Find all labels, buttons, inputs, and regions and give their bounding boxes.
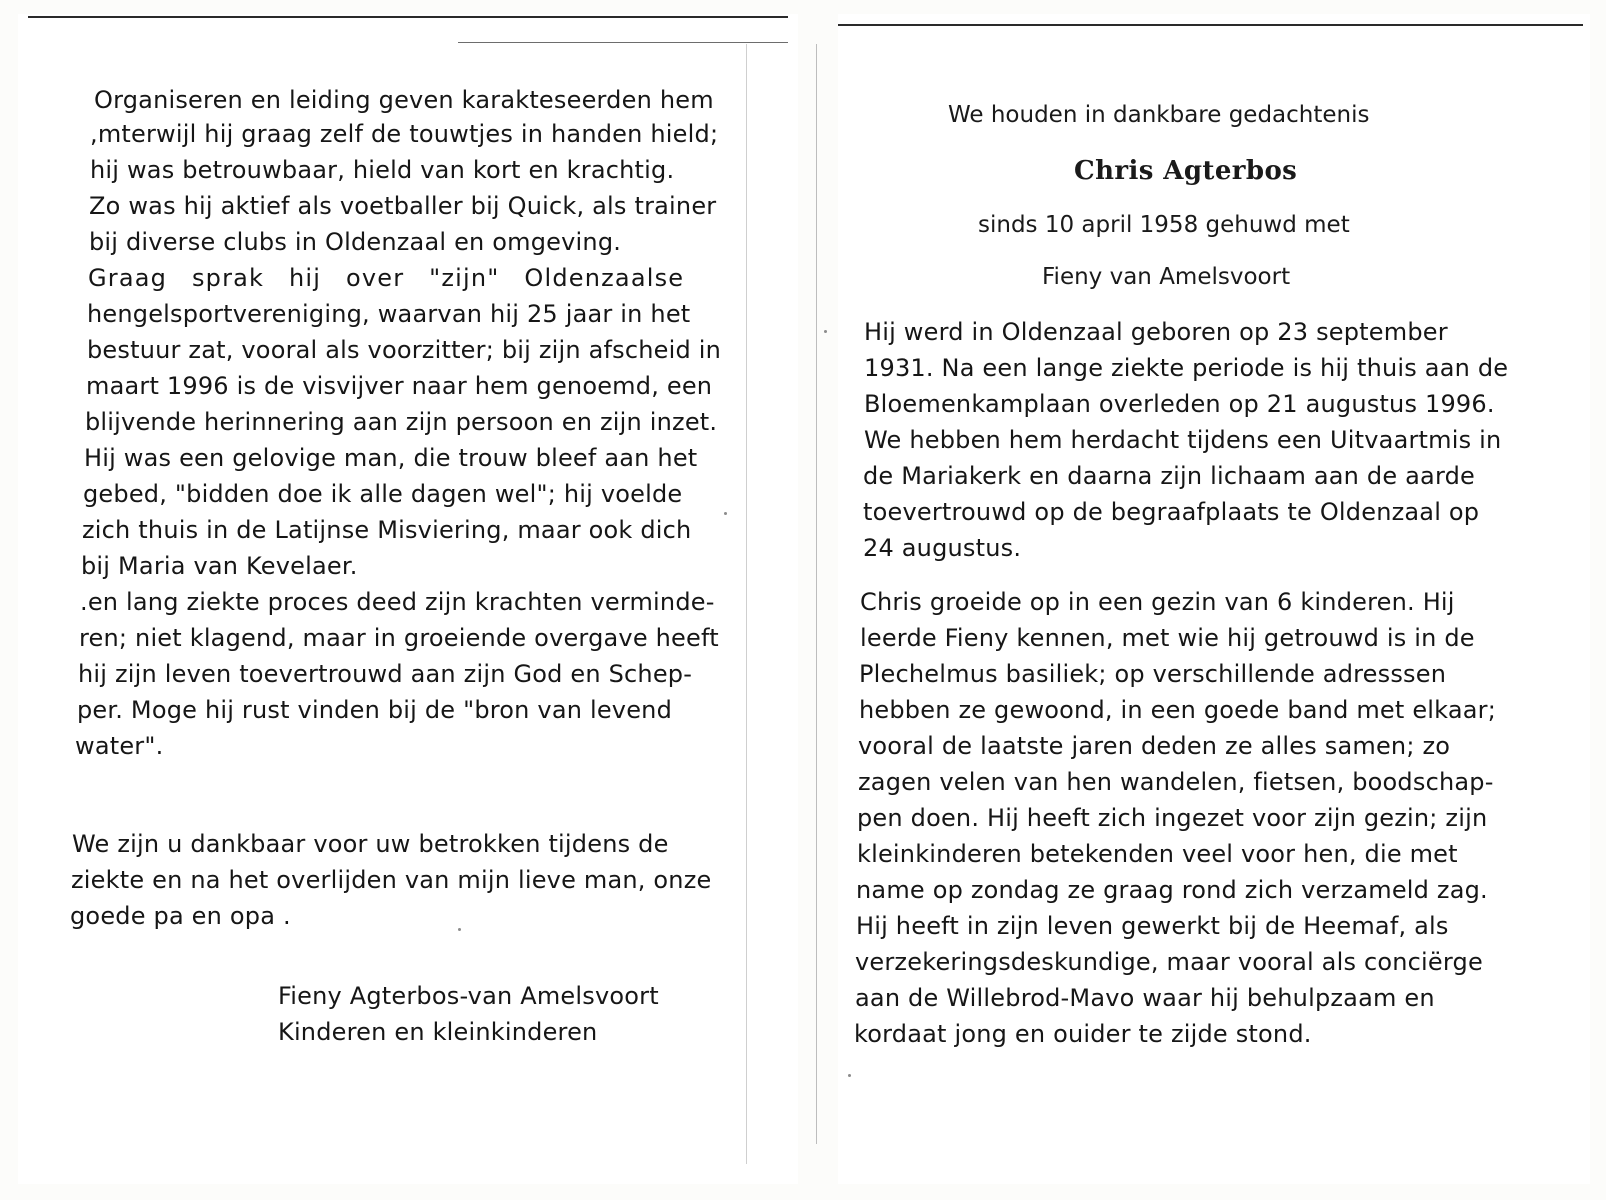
left-paragraph-line: ,mterwijl hij graag zelf de touwtjes in handen hield; xyxy=(90,120,719,148)
right-life-line: name op zondag ze graag rond zich verzameld zag. xyxy=(856,876,1488,904)
right-life-line: pen doen. Hij heeft zich ingezet voor zijn gezin; zijn xyxy=(857,804,1488,832)
left-thanks-line: We zijn u dankbaar voor uw betrokken tijdens de xyxy=(72,830,669,858)
right-bio-line: 24 augustus. xyxy=(863,534,1022,562)
right-card-side-edge xyxy=(816,44,817,1144)
left-paragraph-line: Hij was een gelovige man, die trouw bleef aan het xyxy=(84,444,698,472)
left-card-page xyxy=(18,14,798,1184)
left-paragraph-line: ren; niet klagend, maar in groeiende overgave heeft xyxy=(79,624,719,652)
left-paragraph-line: bestuur zat, vooral als voorzitter; bij zijn afscheid in xyxy=(87,336,722,364)
left-paragraph-line: Zo was hij aktief als voetballer bij Quick, als trainer xyxy=(89,192,717,220)
deceased-name: Chris Agterbos xyxy=(1074,156,1298,186)
right-life-line: Hij heeft in zijn leven gewerkt bij de Heemaf, als xyxy=(856,912,1449,940)
left-paragraph-line: per. Moge hij rust vinden bij de "bron van levend xyxy=(77,696,673,724)
scan-speck xyxy=(848,1074,851,1077)
left-card-fold-edge xyxy=(458,42,788,43)
right-life-line: vooral de laatste jaren deden ze alles samen; zo xyxy=(858,732,1451,760)
left-card-side-edge xyxy=(746,44,747,1164)
left-paragraph-line: blijvende herinnering aan zijn persoon en zijn inzet. xyxy=(85,408,718,436)
right-life-line: zagen velen van hen wandelen, fietsen, boodschap- xyxy=(858,768,1494,796)
marriage-line: sinds 10 april 1958 gehuwd met xyxy=(978,212,1350,238)
right-life-line: Chris groeide op in een gezin van 6 kinderen. Hij xyxy=(860,588,1455,616)
right-bio-line: We hebben hem herdacht tijdens een Uitvaartmis in xyxy=(864,426,1502,454)
left-paragraph-line: maart 1996 is de visvijver naar hem genoemd, een xyxy=(86,372,713,400)
right-bio-line: toevertrouwd op de begraafplaats te Oldenzaal op xyxy=(863,498,1480,526)
right-life-line: hebben ze gewoond, in een goede band met elkaar; xyxy=(859,696,1497,724)
left-thanks-line: ziekte en na het overlijden van mijn lieve man, onze xyxy=(71,866,712,894)
left-paragraph-line: zich thuis in de Latijnse Misviering, maar ook dich xyxy=(82,516,692,544)
left-paragraph-line: water". xyxy=(75,732,164,760)
right-life-line: aan de Willebrod-Mavo waar hij behulpzaam en xyxy=(855,984,1435,1012)
left-paragraph-line: hij was betrouwbaar, hield van kort en krachtig. xyxy=(90,156,675,184)
right-card-top-edge xyxy=(838,24,1583,26)
spouse-name: Fieny van Amelsvoort xyxy=(1042,264,1291,290)
left-paragraph-line: Graag sprak hij over "zijn" Oldenzaalse xyxy=(88,264,685,292)
right-life-line: kleinkinderen betekenden veel voor hen, die met xyxy=(857,840,1458,868)
right-life-line: kordaat jong en ouider te zijde stond. xyxy=(854,1020,1312,1048)
left-card-top-edge xyxy=(28,16,788,18)
left-paragraph-line: bij Maria van Kevelaer. xyxy=(81,552,358,580)
left-paragraph-line: gebed, "bidden doe ik alle dagen wel"; hij voelde xyxy=(83,480,683,508)
right-bio-line: 1931. Na een lange ziekte periode is hij thuis aan de xyxy=(864,354,1509,382)
left-signature-line: Kinderen en kleinkinderen xyxy=(278,1018,598,1046)
right-life-line: leerde Fieny kennen, met wie hij getrouwd is in de xyxy=(860,624,1475,652)
left-thanks-line: goede pa en opa . xyxy=(70,902,291,930)
left-paragraph-line: Organiseren en leiding geven karakteseerden hem xyxy=(94,86,714,114)
left-paragraph-line: .en lang ziekte proces deed zijn krachten verminde- xyxy=(80,588,715,616)
right-card-page xyxy=(838,14,1590,1184)
left-paragraph-line: hij zijn leven toevertrouwd aan zijn God en Schep- xyxy=(78,660,693,688)
right-bio-line: de Mariakerk en daarna zijn lichaam aan de aarde xyxy=(863,462,1476,490)
scan-speck xyxy=(458,928,461,931)
right-life-line: Plechelmus basiliek; op verschillende adresssen xyxy=(859,660,1447,688)
memorial-heading: We houden in dankbare gedachtenis xyxy=(948,102,1370,128)
right-life-line: verzekeringsdeskundige, maar vooral als conciërge xyxy=(855,948,1483,976)
left-signature-line: Fieny Agterbos-van Amelsvoort xyxy=(278,982,659,1010)
left-paragraph-line: bij diverse clubs in Oldenzaal en omgeving. xyxy=(89,228,622,256)
scan-speck xyxy=(724,512,727,515)
right-bio-line: Bloemenkamplaan overleden op 21 augustus 1996. xyxy=(864,390,1495,418)
scan-speck xyxy=(824,330,827,333)
right-bio-line: Hij werd in Oldenzaal geboren op 23 september xyxy=(864,318,1448,346)
left-paragraph-line: hengelsportvereniging, waarvan hij 25 jaar in het xyxy=(87,300,691,328)
